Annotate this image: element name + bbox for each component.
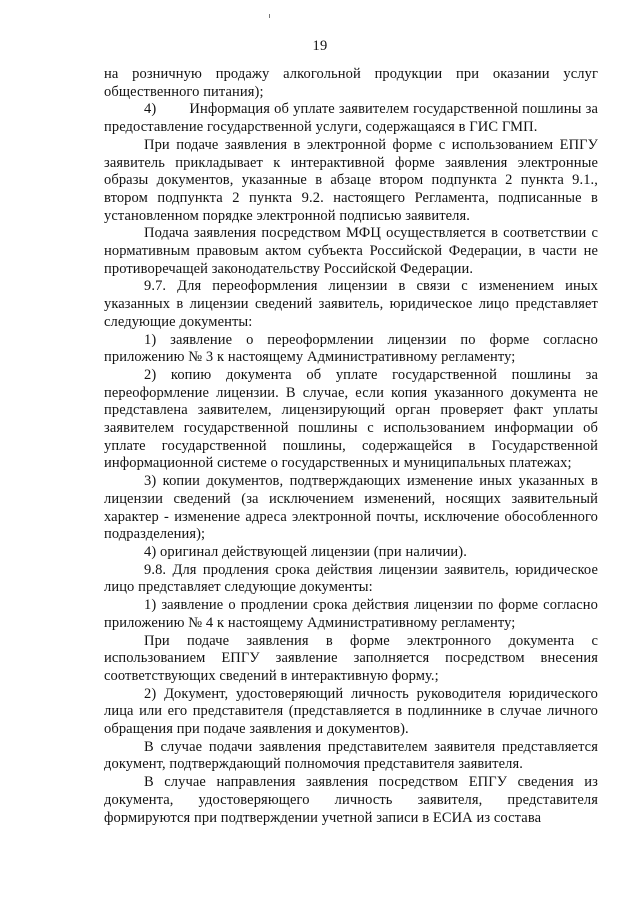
paragraph: Подача заявления посредством МФЦ осуществляется в соответствии с нормативным правовым актом субъекта Российской Федерации, в части не противоречащей законодательству Российской Федерации. <box>104 225 598 277</box>
paragraph: 9.8. Для продления срока действия лицензии заявитель, юридическое лицо представляет следующие документы: <box>104 561 598 596</box>
paragraph: 9.7. Для переоформления лицензии в связи с изменением иных указанных в лицензии сведений заявитель, юридическое лицо представляет следующие документы: <box>104 278 598 330</box>
paragraph: 4) Информация об уплате заявителем государственной пошлины за предоставление государственной услуги, содержащаяся в ГИС ГМП. <box>104 101 598 136</box>
document-body <box>104 66 598 827</box>
paragraph: 4) оригинал действующей лицензии (при наличии). <box>144 543 467 560</box>
paragraph: 2) Документ, удостоверяющий личность руководителя юридического лица или его представителя (представляется в подлиннике в случае личного обращения при подаче заявления и документов). <box>104 685 598 738</box>
paragraph: В случае подачи заявления представителем заявителя представляется документ, подтверждающий полномочия представителя заявителя. <box>104 738 598 773</box>
paragraph: на розничную продажу алкогольной продукции при оказании услуг общественного питания); <box>104 66 598 100</box>
paragraph: В случае направления заявления посредством ЕПГУ сведения из документа, удостоверяющего личность заявителя, представителя формируются при подтверждении учетной записи в ЕСИА из состава <box>104 774 598 826</box>
paragraph: 1) заявление о продлении срока действия лицензии по форме согласно приложению № 4 к настоящему Административному регламенту; <box>104 597 598 631</box>
paragraph: 1) заявление о переоформлении лицензии по форме согласно приложению № 3 к настоящему Административному регламенту; <box>104 331 598 366</box>
page-number: 19 <box>312 38 328 54</box>
scan-mark <box>269 14 270 18</box>
paragraph: 2) копию документа об уплате государственной пошлины за переоформление лицензии. В случае, если копия указанного документа не представлена заявителем, лицензирующий орган проверяет факт уплаты заявителем государственной пошлины с использованием информации об уплате государственной пошлины, содержащейся в Государственной информационной системе о государственных и муниципальных платежах; <box>104 366 598 472</box>
paragraph: При подаче заявления в электронной форме с использованием ЕПГУ заявитель прикладывает к интерактивной форме заявления электронные образы документов, указанные в абзаце втором подпункта 2 пункта 9.1., втором подпункта 2 пункта 9.2. настоящего Регламента, подписанные в установленном порядке электронной подписью заявителя. <box>104 136 598 224</box>
paragraph: 3) копии документов, подтверждающих изменение иных указанных в лицензии сведений (за исключением изменений, носящих заявительный характер - изменение адреса электронной почты, исключение обособленного подразделения); <box>104 473 598 543</box>
paragraph: При подаче заявления в форме электронного документа с использованием ЕПГУ заявление заполняется посредством внесения соответствующих сведений в интерактивную форму.; <box>104 632 598 684</box>
